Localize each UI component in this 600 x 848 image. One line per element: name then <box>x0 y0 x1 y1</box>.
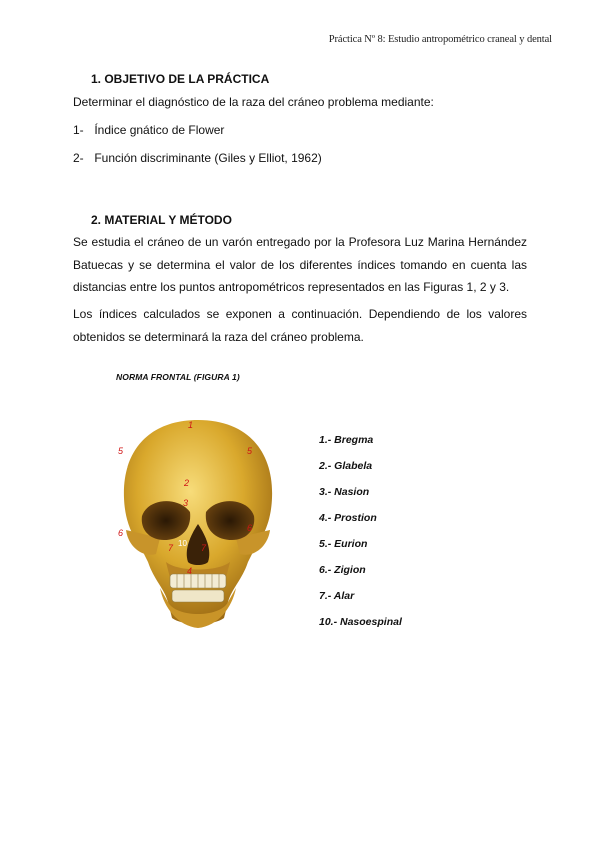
page-header: Práctica Nº 8: Estudio antropométrico craneal y dental <box>328 34 552 45</box>
point-label: 4 <box>187 566 193 576</box>
legend-item: 4.- Prostion <box>319 512 377 524</box>
point-label: 7 <box>168 543 174 553</box>
point-label: 5 <box>247 446 253 456</box>
legend-item: 5.- Eurion <box>319 538 368 550</box>
list-item-number: 2- <box>73 151 84 165</box>
legend-item: 6.- Zigion <box>319 564 366 576</box>
legend-item: 10.- Nasoespinal <box>319 616 402 628</box>
legend-item: 2.- Glabela <box>319 460 373 472</box>
legend-item: 7.- Alar <box>319 590 355 602</box>
point-label: 1 <box>188 420 194 430</box>
list-item-number: 1- <box>73 123 84 137</box>
section-1-title: 1. OBJETIVO DE LA PRÁCTICA <box>91 72 270 86</box>
section-2-paragraph-2: Los índices calculados se exponen a continuación. Dependiendo de los valores obtenidos se determinará la raza del cráneo problema. <box>73 307 527 344</box>
point-label: 6 <box>118 528 124 538</box>
list-item <box>73 151 322 165</box>
point-label: 6 <box>247 523 253 533</box>
figure-title: NORMA FRONTAL (FIGURA 1) <box>116 372 240 382</box>
point-label: 5 <box>118 446 124 456</box>
list-item <box>73 123 224 137</box>
figure-legend <box>319 434 402 642</box>
section-2-title: 2. MATERIAL Y MÉTODO <box>91 213 232 227</box>
skull-illustration <box>108 412 288 638</box>
legend-item: 1.- Bregma <box>319 434 374 446</box>
legend-item: 3.- Nasion <box>319 486 370 498</box>
section-1-intro: Determinar el diagnóstico de la raza del cráneo problema mediante: <box>73 95 434 109</box>
list-item-text: Función discriminante (Giles y Elliot, 1962) <box>94 151 322 165</box>
point-label: 10 <box>178 539 187 548</box>
list-item-text: Índice gnático de Flower <box>94 123 225 137</box>
point-label: 2 <box>184 478 190 488</box>
point-label: 3 <box>183 498 189 508</box>
section-2-paragraph-1: Se estudia el cráneo de un varón entregado por la Profesora Luz Marina Hernández Batuecas y se determina el valor de los diferentes índices tomando en cuenta las distancias entre los puntos antropométricos representados en las Figuras 1, 2 y 3. <box>73 235 527 294</box>
point-label: 7 <box>201 543 207 553</box>
